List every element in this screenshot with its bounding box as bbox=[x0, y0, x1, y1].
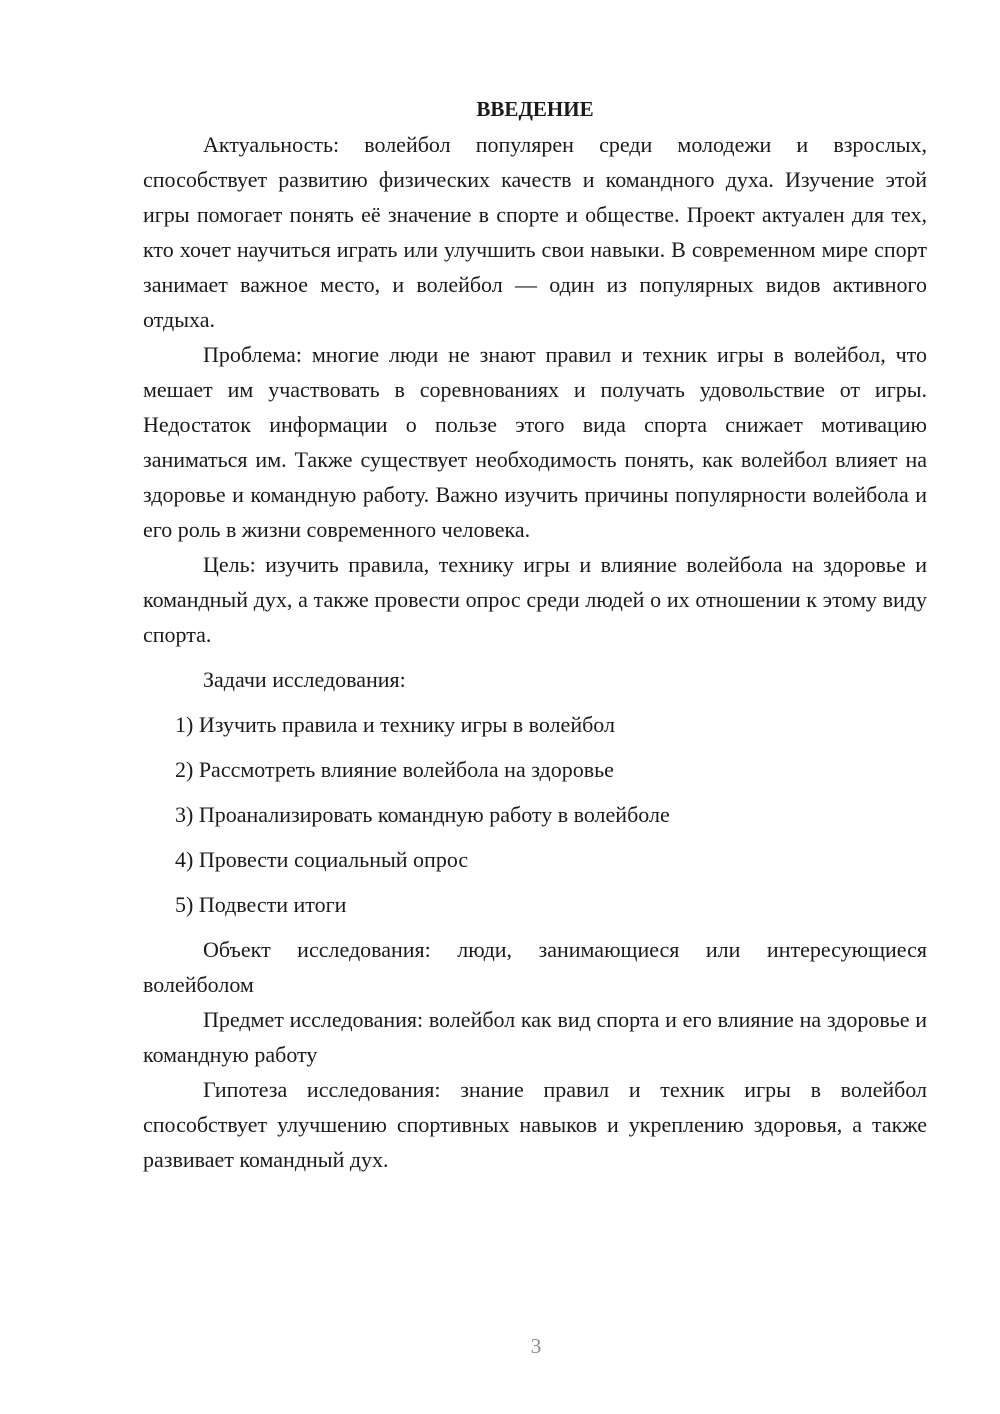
section-title: ВВЕДЕНИЕ bbox=[476, 97, 594, 121]
problem-paragraph: Проблема: многие люди не знают правил и техник игры в волейбол, что мешает им участвовать в соревнованиях и получать удовольствие от игры. Недостаток информации о пользе этого вида спорта снижает мотивацию заниматься им. Также существует необходимость понять, как волейбол влияет на здоровье и командную работу. Важно изучить причины популярности волейбола и его роль в жизни современного человека. bbox=[143, 342, 927, 542]
tasks-heading: Задачи исследования: bbox=[203, 667, 406, 692]
hypothesis-paragraph: Гипотеза исследования: знание правил и техник игры в волейбол способствует улучшению спортивных навыков и укреплению здоровья, а также развивает командный дух. bbox=[143, 1077, 927, 1172]
tasks-list bbox=[143, 707, 927, 922]
list-item: 3) Проанализировать командную работу в волейболе bbox=[175, 802, 670, 827]
list-item: 4) Провести социальный опрос bbox=[175, 847, 469, 872]
page-number: 3 bbox=[530, 1334, 542, 1358]
goal-paragraph: Цель: изучить правила, технику игры и влияние волейбола на здоровье и командный дух, а также провести опрос среди людей о их отношении к этому виду спорта. bbox=[143, 552, 927, 647]
list-item: 5) Подвести итоги bbox=[175, 892, 347, 917]
list-item: 1) Изучить правила и технику игры в волейбол bbox=[175, 712, 615, 737]
subject-paragraph: Предмет исследования: волейбол как вид спорта и его влияние на здоровье и командную работу bbox=[143, 1007, 927, 1067]
relevance-paragraph: Актуальность: волейбол популярен среди молодежи и взрослых, способствует развитию физических качеств и командного духа. Изучение этой игры помогает понять её значение в спорте и обществе. Проект актуален для тех, кто хочет научиться играть или улучшить свои навыки. В современном мире спорт занимает важное место, и волейбол — один из популярных видов активного отдыха. bbox=[143, 132, 927, 332]
object-paragraph: Объект исследования: люди, занимающиеся или интересующиеся волейболом bbox=[143, 937, 927, 997]
list-item: 2) Рассмотреть влияние волейбола на здоровье bbox=[175, 757, 614, 782]
page-content bbox=[143, 92, 927, 1177]
